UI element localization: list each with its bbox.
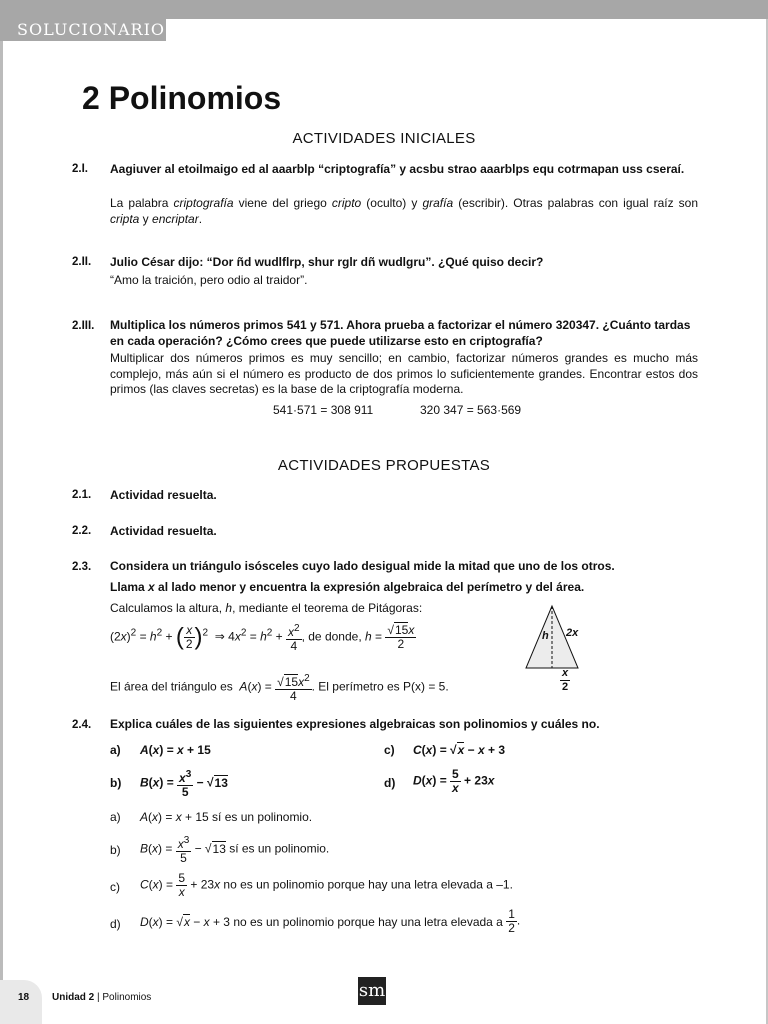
answer-a: A(x) = x + 15 sí es un polinomio. (140, 810, 313, 824)
option-label: b) (110, 843, 121, 857)
proposed-activities-heading: ACTIVIDADES PROPUESTAS (277, 457, 491, 474)
question-text: Aagiuver al etoilmaigo ed al aaarblp “criptografía” y acsbu strao aaarblps equ cotrmapan uss cseraí. (110, 162, 685, 176)
item-number: 2.I. (72, 163, 88, 175)
triangle-height-label: h (542, 630, 549, 642)
where-text: , de donde, (301, 629, 362, 644)
answer-b: B(x) = $\frac{x^3}{5}$ − √13 sí es un polinomio. (140, 835, 330, 865)
item-number: 2.2. (72, 525, 92, 537)
item-number: 2.II. (72, 256, 92, 268)
question-text: Considera un triángulo isósceles cuyo lado desigual mide la mitad que uno de los otros. (110, 559, 615, 573)
answer-text: Calculamos la altura, h, mediante el teorema de Pitágoras: (110, 601, 423, 615)
question-text: Llama x al lado menor y encuentra la expresión algebraica del perímetro y del área. (110, 580, 585, 594)
header-label: SOLUCIONARIO (17, 20, 166, 39)
initial-activities-heading: ACTIVIDADES INICIALES (292, 130, 476, 147)
isosceles-triangle-diagram (520, 604, 584, 690)
option-label: d) (384, 776, 396, 790)
answer-text: Multiplicar dos números primos es muy sencillo; en cambio, factorizar números grandes es mucho más complejo, más aún si el número es producto de dos primos lo suficientemente grandes. Encontrar estos dos primos (las claves secretas) es la base de la criptografía moderna. (110, 351, 698, 396)
answer-text: La palabra criptografía viene del griego cripto (oculto) y grafía (escribir). Otras palabras con igual raíz son cripta y encriptar. (110, 196, 699, 226)
question-text: Julio César dijo: “Dor ñd wudlflrp, shur rglr dñ wudlgru”. ¿Qué quiso decir? (110, 255, 544, 269)
item-number: 2.4. (72, 719, 92, 731)
question-text: Multiplica los números primos 541 y 571. Ahora prueba a factorizar el número 320347. ¿Cuánto tardas en cada operación? ¿Cómo crees que puede utilizarse esto en criptografía? (110, 318, 691, 348)
question-text: Explica cuáles de las siguientes expresiones algebraicas son polinomios y cuáles no. (110, 717, 600, 731)
option-label: a) (110, 743, 121, 757)
option-label: b) (110, 776, 122, 790)
expression-a: A(x) = x + 15 (140, 743, 211, 757)
question-text: Actividad resuelta. (110, 524, 217, 538)
expression-d: D(x) = $\frac{5}{x}$ + 23x (413, 767, 495, 795)
chapter-title: 2 Polinomios (82, 80, 282, 116)
area-line: El área del triángulo es A(x) = $\frac{√15x^2}{4}$ . El perímetro es P(x) = 5. (110, 673, 449, 703)
answer-c: C(x) = $\frac{5}{x}$ + 23x no es un polinomio porque hay una letra elevada a –1. (140, 871, 513, 899)
option-label: d) (110, 917, 121, 931)
option-label: a) (110, 810, 121, 824)
triangle-side-label: 2x (566, 627, 579, 639)
answer-d: D(x) = √x − x + 3 no es un polinomio porque hay una letra elevada a $\frac{1}{2}$ . (140, 907, 521, 935)
answer-text: “Amo la traición, pero odio al traidor”. (110, 273, 308, 287)
left-edge-strip (0, 41, 3, 1024)
expression-b: B(x) = $\frac{x^3}{5}$ − √13 (140, 769, 228, 799)
footer-unit: Unidad 2 | Polinomios (52, 992, 152, 1003)
top-header-bar (0, 0, 768, 19)
equation: 541·571 = 308 911 (273, 403, 374, 417)
publisher-logo: sm (358, 977, 386, 1005)
item-number: 2.1. (72, 489, 92, 501)
option-label: c) (110, 880, 120, 894)
triangle-base-label: $\frac{x}{2}$ (562, 667, 569, 693)
expression-c: C(x) = √x − x + 3 (413, 743, 506, 757)
option-label: c) (384, 743, 395, 757)
item-number: 2.3. (72, 561, 92, 573)
question-text: Actividad resuelta. (110, 488, 217, 502)
equation: 320 347 = 563·569 (420, 403, 522, 417)
item-number: 2.III. (72, 320, 95, 332)
pythagoras-equation: $(2x)^2 = h^2$ + ( $\frac{x}{2}$ )$^2$ ⇒ $4x^2 = h^2$ + $\frac{x^2}{4}$ , de donde, h = $\frac{√15x}{2}$ (110, 623, 415, 653)
page-number: 18 (18, 992, 30, 1003)
